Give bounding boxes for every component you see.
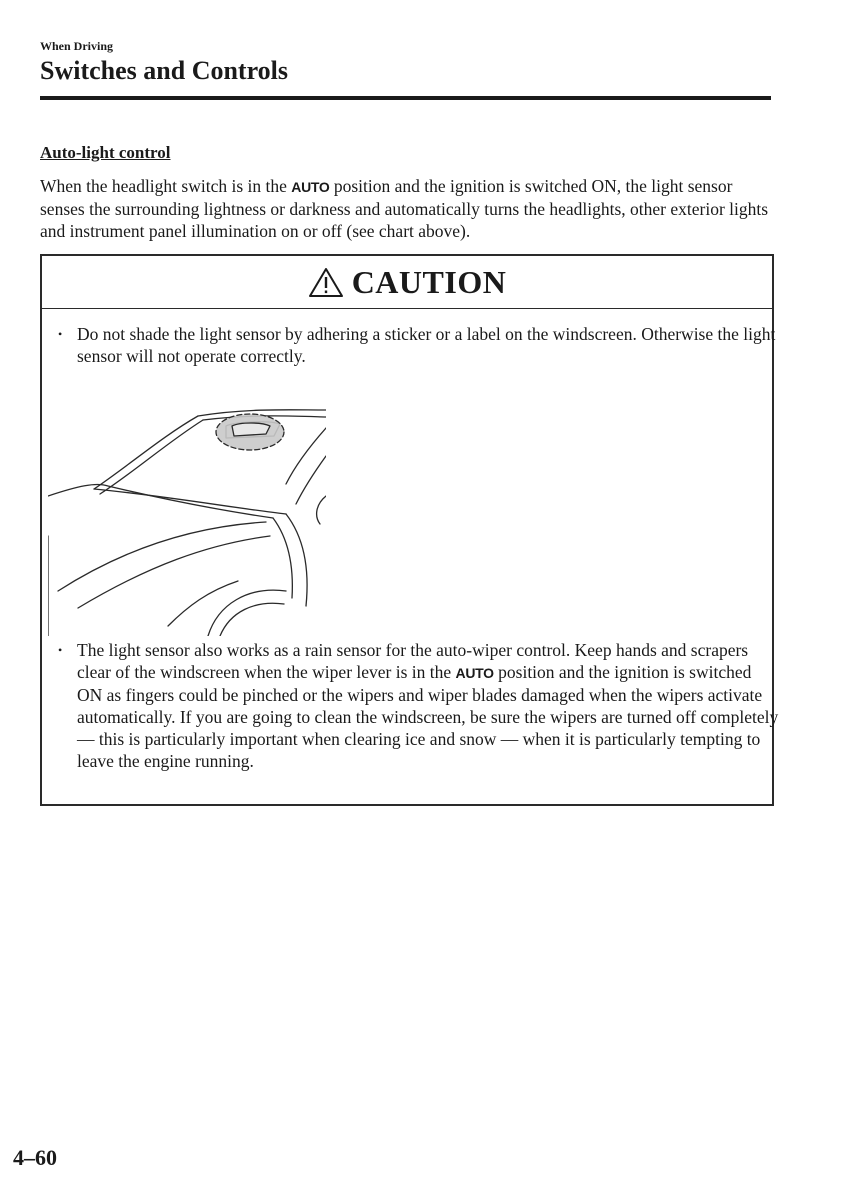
auto-badge: AUTO [455,665,494,681]
auto-badge: AUTO [291,179,330,195]
caution-item-text: Do not shade the light sensor by adhering a sticker or a label on the windscreen. Otherwise the light sensor will not operate correctly. [77,324,776,366]
caution-title: CAUTION [351,263,507,300]
auto-light-paragraph: When the headlight switch is in the AUTO position and the ignition is switched ON, the light sensor senses the surrounding lightness or darkness and automatically turns the headlights, other exterior lights and instrument panel illumination on or off (see chart above). [40,176,769,241]
caution-box [40,254,779,806]
windscreen-light-sensor-illustration [48,386,326,636]
bullet-icon: • [58,327,63,341]
bullet-icon: • [58,643,63,657]
section-label: When Driving [40,39,114,53]
page-title: Switches and Controls [40,56,289,85]
caution-item-text: The light sensor also works as a rain sensor for the auto-wiper control. Keep hands and scrapers clear of the windscreen when the wiper lever is in the AUTO position and the ignition is switched ON as fingers could be pinched or the wipers and wiper blades damaged when the wipers activate automatically. If you are going to clean the windscreen, be sure the wipers are turned off completely — this is particularly important when clearing ice and snow — when it is particularly tempting to leave the engine running. [77,640,779,771]
page-number: 4–60 [13,1145,57,1170]
title-divider [40,96,771,100]
auto-light-heading: Auto-light control [40,143,171,162]
warning-triangle-icon [308,266,344,298]
caution-header [42,256,772,309]
